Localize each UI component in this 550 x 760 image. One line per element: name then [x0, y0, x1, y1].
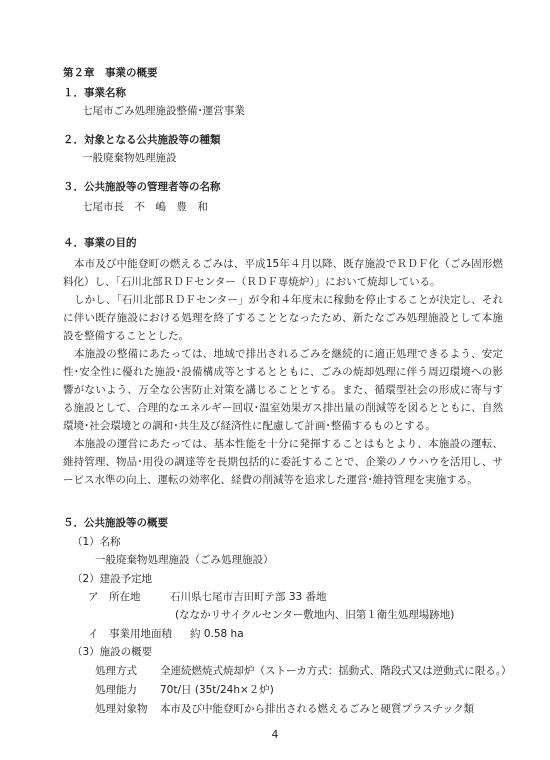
- item-1-label: （1）名称: [72, 536, 121, 548]
- section-1-heading: １．事業名称: [63, 87, 126, 99]
- purpose-paragraph: 本施設の整備にあたっては、地域で排出されるごみを継続的に適正処理できるよう、安定性･安全性に優れた施設･設備構成等とするとともに、ごみの焼却処理に伴う周辺環境への影響がないよう、万全な公害防止対策を講じることとする。また、循環型社会の形成に寄与する施設として、合理的なエネルギー回収･温室効果ガス排出量の削減等を図るとともに、自然環境･社会環境との調和･共生及び経済性に配慮して計画･整備するものとする。: [63, 348, 503, 432]
- location-value: 石川県七尾市吉田町テ部 33 番地: [170, 591, 327, 603]
- spec-value: 70t/日 (35t/24h×２炉): [160, 684, 274, 696]
- section-2-body: 一般廃棄物処理施設: [82, 152, 177, 164]
- section-5-heading: ５．公共施設等の概要: [63, 517, 168, 529]
- section-3-body: 七尾市長 不 嶋 豊 和: [82, 201, 208, 213]
- location-note: (ななかリサイクルセンター敷地内、旧第１衛生処理場跡地): [175, 609, 455, 621]
- purpose-paragraph: しかし、「石川北部ＲＤＦセンター」が令和４年度末に稼動を停止することが決定し、それに伴い既存施設における処理を終了することとなったため、新たなごみ処理施設として本施設を整備することとした。: [63, 294, 503, 342]
- spec-value: 本市及び中能登町から排出される燃えるごみと硬質プラスチック類: [160, 703, 475, 715]
- site-area-label: イ 事業用地面積: [88, 628, 172, 640]
- item-1-value: 一般廃棄物処理施設（ごみ処理施設）: [95, 554, 274, 566]
- section-1-body: 七尾市ごみ処理施設整備･運営事業: [82, 105, 245, 117]
- spec-key: 処理方式: [95, 665, 137, 677]
- spec-value: 全連続燃焼式焼却炉（ストーカ方式：揺動式、階段式又は逆動式に限る。）: [160, 665, 512, 677]
- spec-key: 処理能力: [95, 684, 137, 696]
- page-number: 4: [271, 729, 279, 741]
- spec-key: 処理対象物: [95, 703, 148, 715]
- item-3-label: （3）施設の概要: [72, 646, 153, 658]
- item-2-label: （2）建設予定地: [72, 573, 153, 585]
- chapter-title: 第２章 事業の概要: [63, 67, 158, 79]
- section-2-heading: ２．対象となる公共施設等の種類: [63, 134, 221, 146]
- location-label: ア 所在地: [88, 591, 141, 603]
- section-4-body: [63, 255, 503, 489]
- section-3-heading: ３．公共施設等の管理者等の名称: [63, 181, 221, 193]
- site-area-value: 約 0.58 ha: [190, 628, 244, 640]
- section-4-heading: ４．事業の目的: [63, 237, 137, 249]
- purpose-paragraph: 本施設の運営にあたっては、基本性能を十分に発揮することはもとより、本施設の運転、維持管理、物品･用役の調達等を長期包括的に委託することで、企業のノウハウを活用し、サービス水準の向上、運転の効率化、経費の削減等を追求した運営･維持管理を実施する。: [63, 438, 503, 486]
- purpose-paragraph: 本市及び中能登町の燃えるごみは、平成15年４月以降、既存施設でＲＤＦ化（ごみ固形燃料化）し、「石川北部ＲＤＦセンター（ＲＤＦ専焼炉）」において焼却している。: [63, 258, 503, 288]
